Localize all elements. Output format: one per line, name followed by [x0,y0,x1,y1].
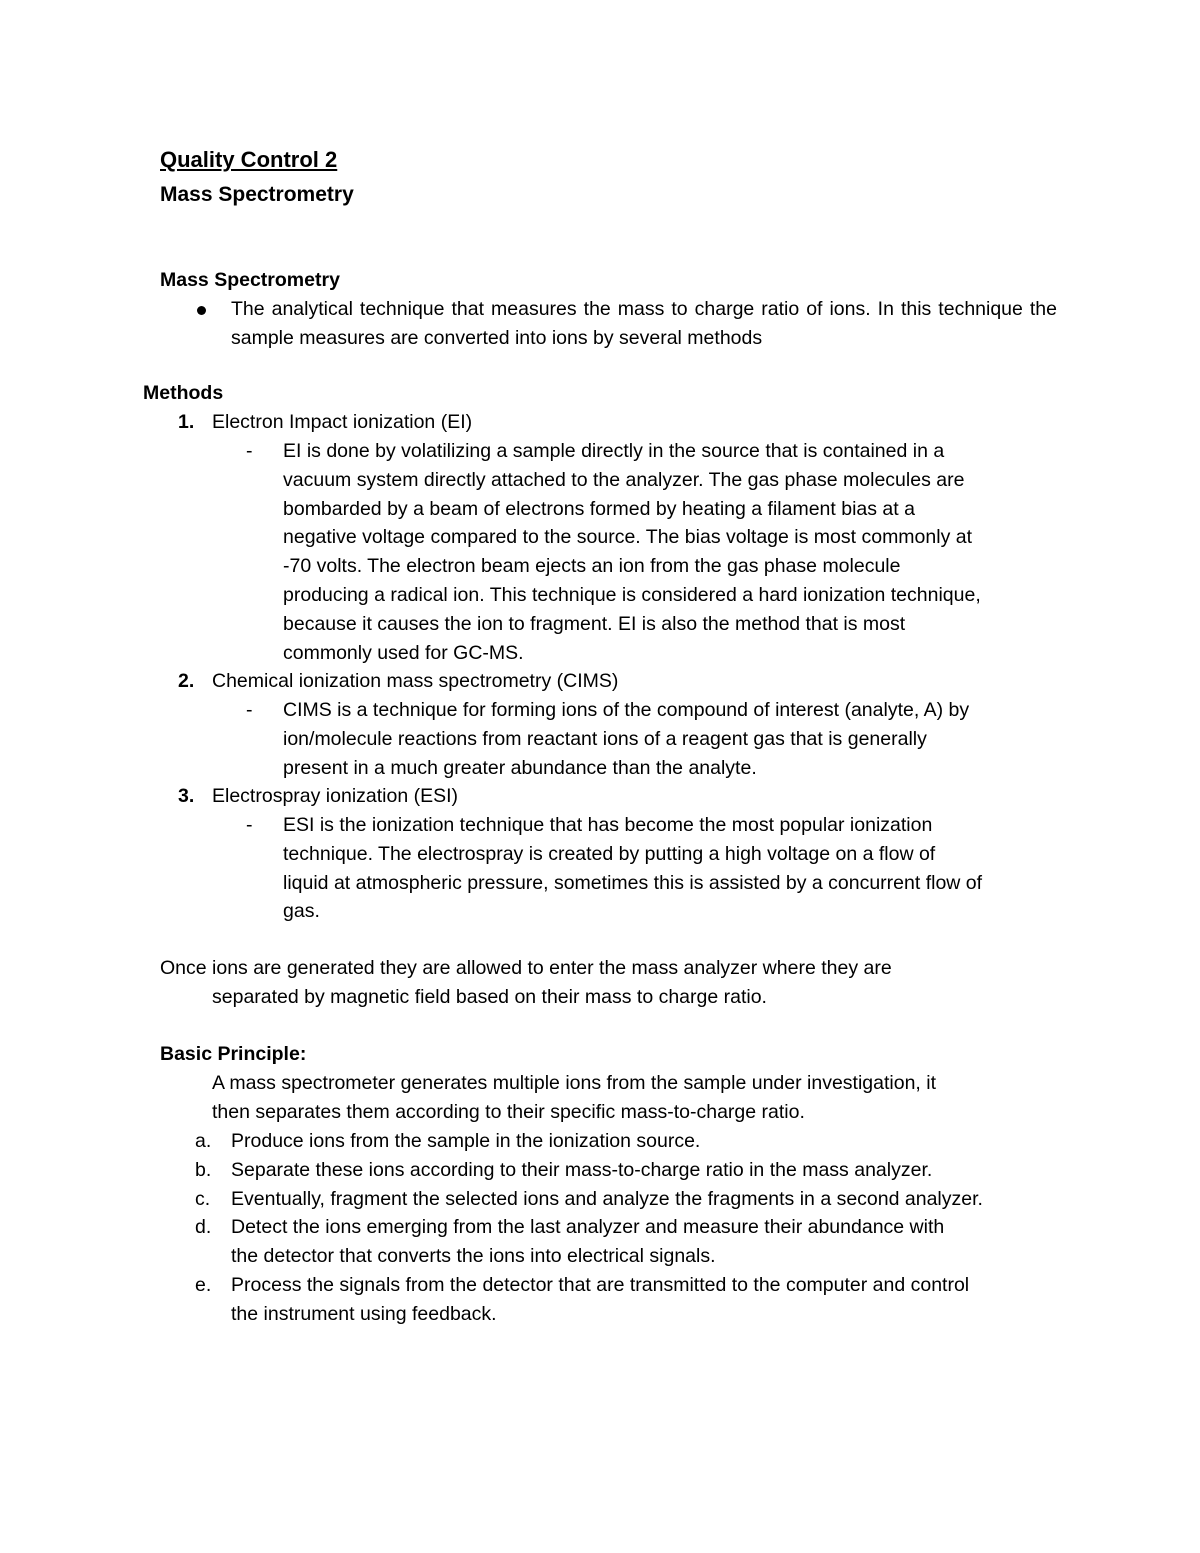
description-line: gas. [283,900,320,923]
step-letter: b. [195,1159,212,1181]
description-line: ion/molecule reactions from reactant ions of a reagent gas that is generally [283,727,927,750]
step-text: Produce ions from the sample in the ionization source. [231,1130,701,1152]
step-text: Detect the ions emerging from the last analyzer and measure their abundance with [231,1216,945,1238]
method-description [283,696,1058,782]
method-number: 3. [178,785,195,807]
description-line: ESI is the ionization technique that has become the most popular ionization [283,814,933,836]
principle-intro-line: A mass spectrometer generates multiple ions from the sample under investigation, it [212,1072,937,1094]
method-number: 1. [178,411,195,433]
description-line: -70 volts. The electron beam ejects an ion from the gas phase molecule [283,555,901,578]
step-letter: e. [195,1274,212,1296]
page-subtitle: Mass Spectrometry [160,183,354,206]
dash-marker: - [246,440,253,462]
methods-heading: Methods [143,382,224,404]
ms-section-heading: Mass Spectrometry [160,269,340,291]
description-line: producing a radical ion. This technique is considered a hard ionization technique, [283,583,981,606]
step-text: Eventually, fragment the selected ions and analyze the fragments in a second analyzer. [231,1188,983,1210]
method-description [283,811,1058,926]
method-title: Electron Impact ionization (EI) [212,411,473,433]
method-title: Chemical ionization mass spectrometry (CIMS) [212,670,619,692]
step-letter: d. [195,1216,212,1238]
description-line: vacuum system directly attached to the analyzer. The gas phase molecules are [283,468,965,491]
dash-marker: - [246,814,253,836]
description-line: liquid at atmospheric pressure, sometimes this is assisted by a concurrent flow of [283,871,983,894]
basic-principle-heading: Basic Principle: [160,1043,307,1065]
description-line: CIMS is a technique for forming ions of the compound of interest (analyte, A) by [283,699,970,721]
method-description [283,437,1058,667]
description-line: technique. The electrospray is created by putting a high voltage on a flow of [283,842,936,865]
principle-intro-line: then separates them according to their specific mass-to-charge ratio. [212,1101,805,1123]
ms-definition-text: The analytical technique that measures the mass to charge ratio of ions. In this technique the sample measures are converted into ions by several methods [231,298,1057,349]
description-line: bombarded by a beam of electrons formed by heating a filament bias at a [283,497,915,520]
description-line: commonly used for GC-MS. [283,641,524,664]
step-letter: c. [195,1188,211,1210]
description-line: EI is done by volatilizing a sample directly in the source that is contained in a [283,440,945,462]
analyzer-paragraph-line: separated by magnetic field based on their mass to charge ratio. [212,986,767,1008]
method-title: Electrospray ionization (ESI) [212,785,459,807]
step-text: the detector that converts the ions into electrical signals. [231,1245,716,1267]
step-text: Process the signals from the detector that are transmitted to the computer and control [231,1274,970,1296]
description-line: present in a much greater abundance than the analyte. [283,756,757,779]
dash-marker: - [246,699,253,721]
step-text: Separate these ions according to their mass-to-charge ratio in the mass analyzer. [231,1159,933,1181]
analyzer-paragraph-line: Once ions are generated they are allowed to enter the mass analyzer where they are [160,957,892,979]
method-number: 2. [178,670,195,692]
page-title: Quality Control 2 [160,147,338,172]
description-line: negative voltage compared to the source. The bias voltage is most commonly at [283,526,973,549]
step-letter: a. [195,1130,212,1152]
step-text: the instrument using feedback. [231,1303,497,1325]
bullet-dot-icon [197,306,206,315]
description-line: because it causes the ion to fragment. EI is also the method that is most [283,612,906,635]
